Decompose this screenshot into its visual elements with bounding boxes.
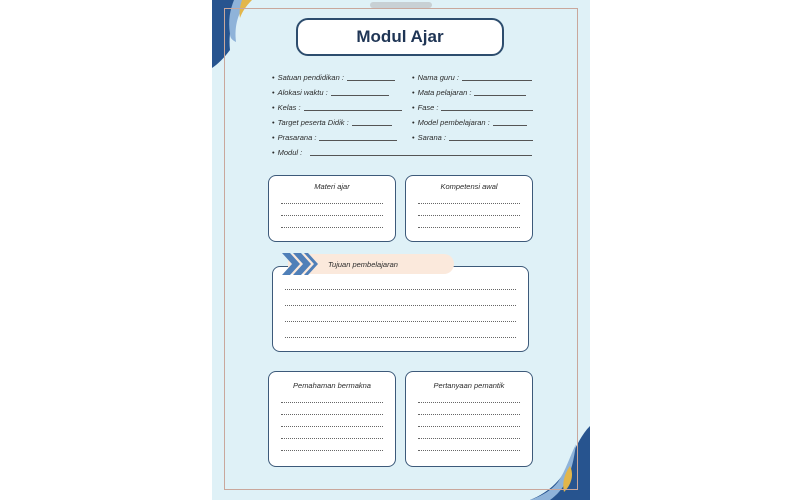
fill-line[interactable] (304, 110, 402, 111)
field-fase[interactable] (412, 103, 533, 112)
field-kelas[interactable] (272, 103, 402, 112)
dotted-line[interactable] (418, 414, 520, 415)
fill-line[interactable] (319, 140, 397, 141)
box-label: Pertanyaan pemantik (433, 381, 505, 390)
fill-line[interactable] (310, 155, 532, 156)
bullet-icon: • (272, 148, 275, 157)
document-title: Modul Ajar (296, 18, 504, 56)
dotted-line[interactable] (418, 203, 520, 204)
field-label: Model pembelajaran : (417, 118, 490, 127)
worksheet-page (212, 0, 590, 500)
field-sarana[interactable] (412, 133, 533, 142)
dotted-line[interactable] (281, 438, 383, 439)
dotted-line[interactable] (281, 414, 383, 415)
bullet-icon: • (412, 88, 415, 97)
dotted-line[interactable] (418, 215, 520, 216)
fill-line[interactable] (462, 80, 532, 81)
box-label: Pemahaman bermakna (293, 381, 371, 390)
field-label: Target peserta Didik : (277, 118, 349, 127)
box-tujuan-pembelajaran[interactable] (272, 266, 529, 352)
field-label: Alokasi waktu : (277, 88, 328, 97)
page-top-tab (370, 2, 432, 8)
fill-line[interactable] (474, 95, 526, 96)
field-label: Satuan pendidikan : (277, 73, 344, 82)
dotted-line[interactable] (281, 203, 383, 204)
fill-line[interactable] (449, 140, 533, 141)
dotted-line[interactable] (281, 450, 383, 451)
bullet-icon: • (272, 118, 275, 127)
field-label: Nama guru : (417, 73, 459, 82)
bullet-icon: • (272, 73, 275, 82)
field-label: Modul : (277, 148, 303, 157)
bullet-icon: • (272, 133, 275, 142)
bullet-icon: • (412, 103, 415, 112)
field-nama-guru[interactable] (412, 73, 532, 82)
fill-line[interactable] (331, 95, 389, 96)
bullet-icon: • (412, 73, 415, 82)
dotted-line[interactable] (285, 289, 516, 290)
field-model-pembelajaran[interactable] (412, 118, 527, 127)
dotted-line[interactable] (285, 337, 516, 338)
fill-line[interactable] (441, 110, 533, 111)
field-modul[interactable] (272, 148, 532, 157)
dotted-line[interactable] (285, 305, 516, 306)
dotted-line[interactable] (418, 227, 520, 228)
box-label: Materi ajar (314, 182, 350, 191)
dotted-line[interactable] (418, 426, 520, 427)
field-label: Kelas : (277, 103, 301, 112)
field-target-peserta-didik[interactable] (272, 118, 392, 127)
field-label: Sarana : (417, 133, 446, 142)
bullet-icon: • (412, 118, 415, 127)
bullet-icon: • (412, 133, 415, 142)
dotted-line[interactable] (281, 215, 383, 216)
field-label: Mata pelajaran : (417, 88, 472, 97)
fill-line[interactable] (347, 80, 395, 81)
dotted-line[interactable] (281, 402, 383, 403)
fill-line[interactable] (352, 125, 392, 126)
field-mata-pelajaran[interactable] (412, 88, 526, 97)
box-label: Tujuan pembelajaran (328, 259, 398, 269)
dotted-line[interactable] (281, 227, 383, 228)
field-prasarana[interactable] (272, 133, 397, 142)
dotted-line[interactable] (418, 438, 520, 439)
box-label: Kompetensi awal (440, 182, 498, 191)
chevron-arrows-icon (282, 253, 322, 275)
box-materi-ajar[interactable] (268, 175, 396, 242)
bullet-icon: • (272, 88, 275, 97)
dotted-line[interactable] (281, 426, 383, 427)
field-satuan-pendidikan[interactable] (272, 73, 395, 82)
fill-line[interactable] (493, 125, 527, 126)
box-pertanyaan-pemantik[interactable] (405, 371, 533, 467)
field-label: Prasarana : (277, 133, 317, 142)
dotted-line[interactable] (418, 402, 520, 403)
dotted-line[interactable] (285, 321, 516, 322)
field-label: Fase : (417, 103, 439, 112)
field-alokasi-waktu[interactable] (272, 88, 389, 97)
dotted-line[interactable] (418, 450, 520, 451)
box-pemahaman-bermakna[interactable] (268, 371, 396, 467)
box-kompetensi-awal[interactable] (405, 175, 533, 242)
bullet-icon: • (272, 103, 275, 112)
